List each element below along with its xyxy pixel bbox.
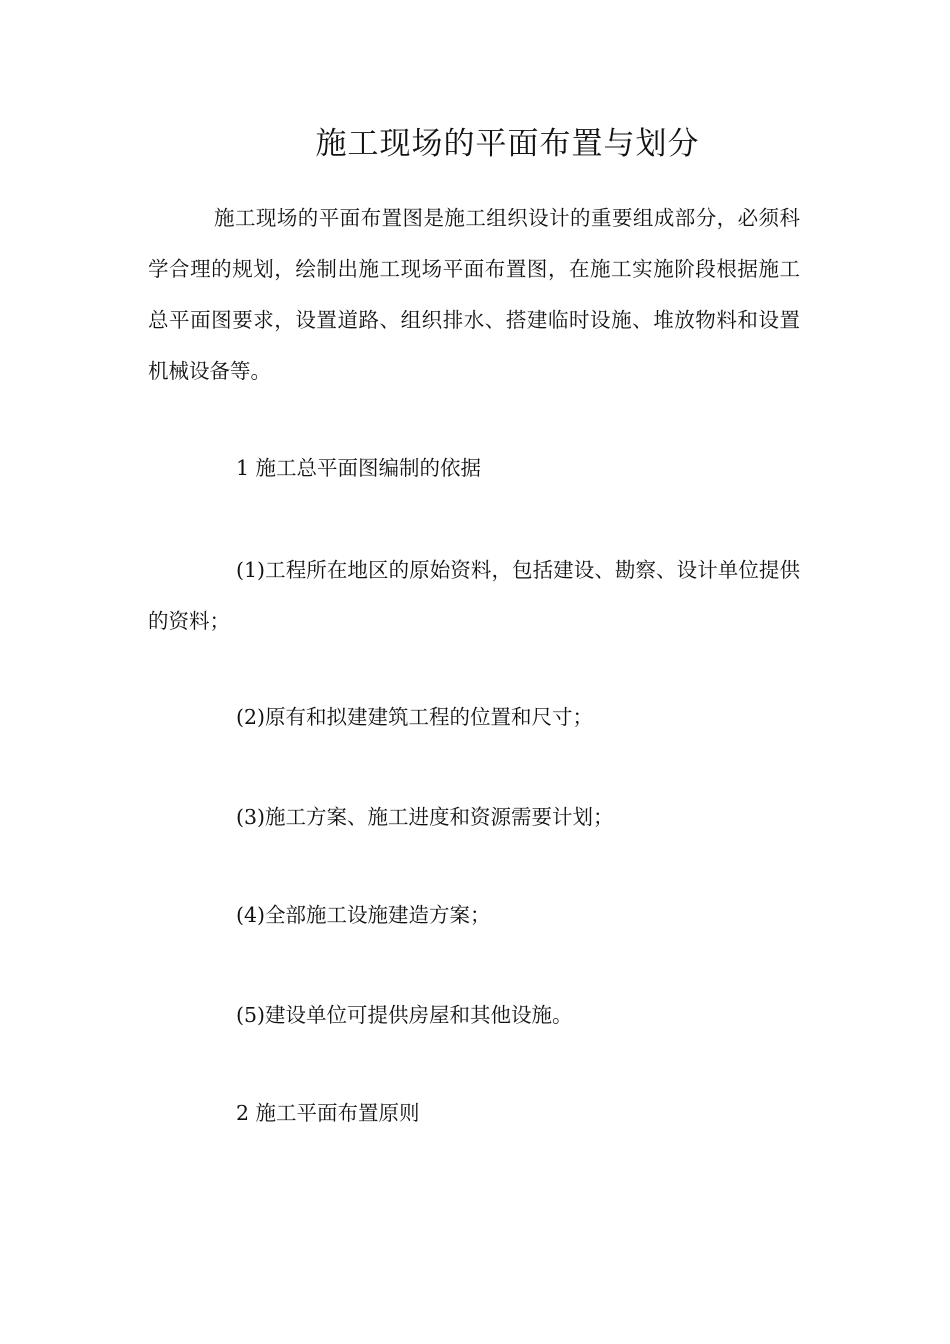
section-heading-basis: 1 施工总平面图编制的依据 <box>236 456 482 480</box>
list-item: (5)建设单位可提供房屋和其他设施。 <box>236 1003 573 1027</box>
section-heading-principles: 2 施工平面布置原则 <box>236 1101 420 1125</box>
intro-paragraph: 施工现场的平面布置图是施工组织设计的重要组成部分，必须科学合理的规划，绘制出施工现场平面布置图，在施工实施阶段根据施工总平面图要求，设置道路、组织排水、搭建临时设施、堆放物料和设置机械设备等。 <box>148 206 800 383</box>
list-item: (4)全部施工设施建造方案； <box>236 903 491 927</box>
document-title: 施工现场的平面布置与划分 <box>315 126 700 162</box>
list-item: (3)施工方案、施工进度和资源需要计划； <box>236 805 614 829</box>
list-item: (2)原有和拟建建筑工程的位置和尺寸； <box>236 705 594 729</box>
list-item: (1)工程所在地区的原始资料，包括建设、勘察、设计单位提供的资料； <box>148 558 800 633</box>
